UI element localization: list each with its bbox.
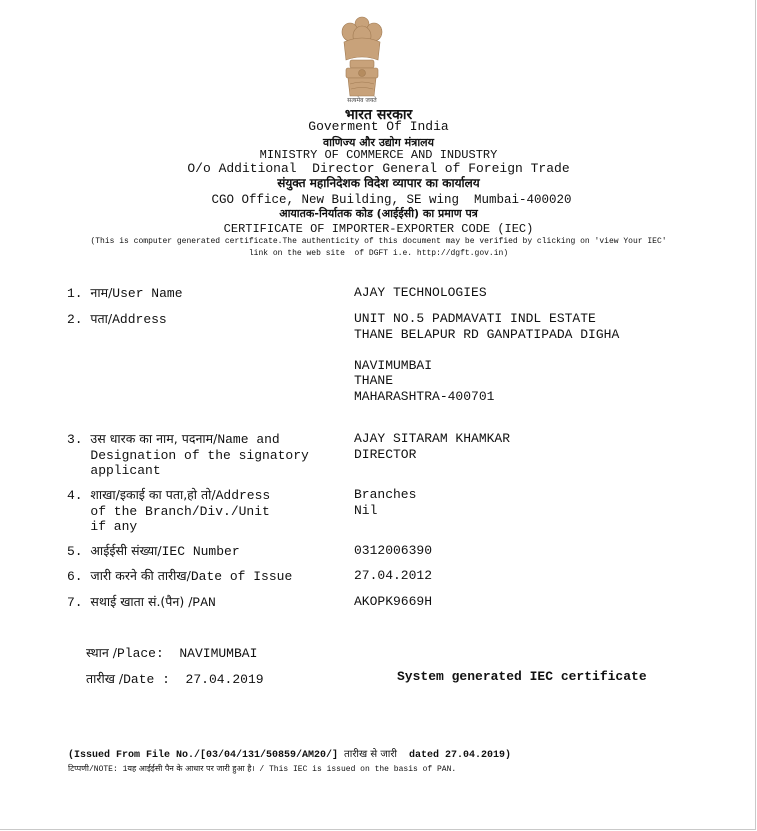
place-line: स्थान /Place: NAVIMUMBAI (86, 645, 258, 661)
branch-label: 4. शाखा/इकाई का पता,हो तो/Address of the Branch/Div./Unit if any (67, 487, 271, 534)
authenticity-note-line1: (This is computer generated certificate.The authenticity of this document may be verified by clicking on 'view Your IEC' (90, 237, 667, 246)
signatory-label: 3. उस धारक का नाम, पदनाम/Name and Designation of the signatory applicant (67, 431, 309, 478)
date-of-issue-value: 27.04.2012 (354, 568, 433, 583)
ministry-hindi: वाणिज्य और उद्योग मंत्रालय (322, 136, 435, 149)
office-hindi: संयुक्त महानिदेशक विदेश व्यापार का कार्यालय (277, 176, 480, 190)
iec-number-label: 5. आईईसी संख्या/IEC Number (67, 543, 240, 559)
pan-label: 7. सथाई खाता सं.(पैन) /PAN (67, 594, 216, 610)
address-value: UNIT NO.5 PADMAVATI INDL ESTATE THANE BELAPUR RD GANPATIPADA DIGHA NAVIMUMBAI THANE MAHARASHTRA-400701 (354, 311, 620, 404)
address-label: 2. पता/Address (67, 311, 167, 327)
signatory-value: AJAY SITARAM KHAMKAR DIRECTOR (354, 431, 511, 462)
national-emblem-icon (336, 14, 388, 106)
office-address: CGO Office, New Building, SE wing Mumbai-400020 (211, 193, 572, 207)
emblem-motto: सत्यमेव जयते (347, 97, 377, 104)
cert-title-english: CERTIFICATE OF IMPORTER-EXPORTER CODE (IEC) (223, 222, 534, 236)
govt-hindi: भारत सरकार (344, 107, 413, 123)
pan-note-line: टिप्पणी/NOTE: 1यह आईईसी पैन के आधार पर जारी हुआ है। / This IEC is issued on the basis of PAN. (68, 764, 457, 774)
date-of-issue-label: 6. जारी करने की तारीख/Date of Issue (67, 568, 293, 584)
issued-from-file-line: (Issued From File No./[03/04/131/50859/AM20/] तारीख से जारी dated 27.04.2019) (68, 749, 512, 761)
govt-english: Goverment Of India (308, 119, 449, 134)
office-english: O/o Additional Director General of Foreign Trade (187, 161, 570, 176)
date-line: तारीख /Date : 27.04.2019 (86, 671, 264, 687)
iec-number-value: 0312006390 (354, 543, 433, 558)
authenticity-note-line2: link on the web site of DGFT i.e. http://dgft.gov.in) (248, 249, 509, 258)
pan-value: AKOPK9669H (354, 594, 433, 609)
user-name-label: 1. नाम/User Name (67, 285, 183, 301)
ministry-english: MINISTRY OF COMMERCE AND INDUSTRY (259, 148, 498, 162)
system-generated-label: System generated IEC certificate (397, 669, 647, 684)
branch-value: Branches Nil (354, 487, 417, 518)
cert-title-hindi: आयातक-निर्यातक कोड (आईईसी) का प्रमाण पत्र (279, 207, 478, 220)
user-name-value: AJAY TECHNOLOGIES (354, 285, 487, 300)
